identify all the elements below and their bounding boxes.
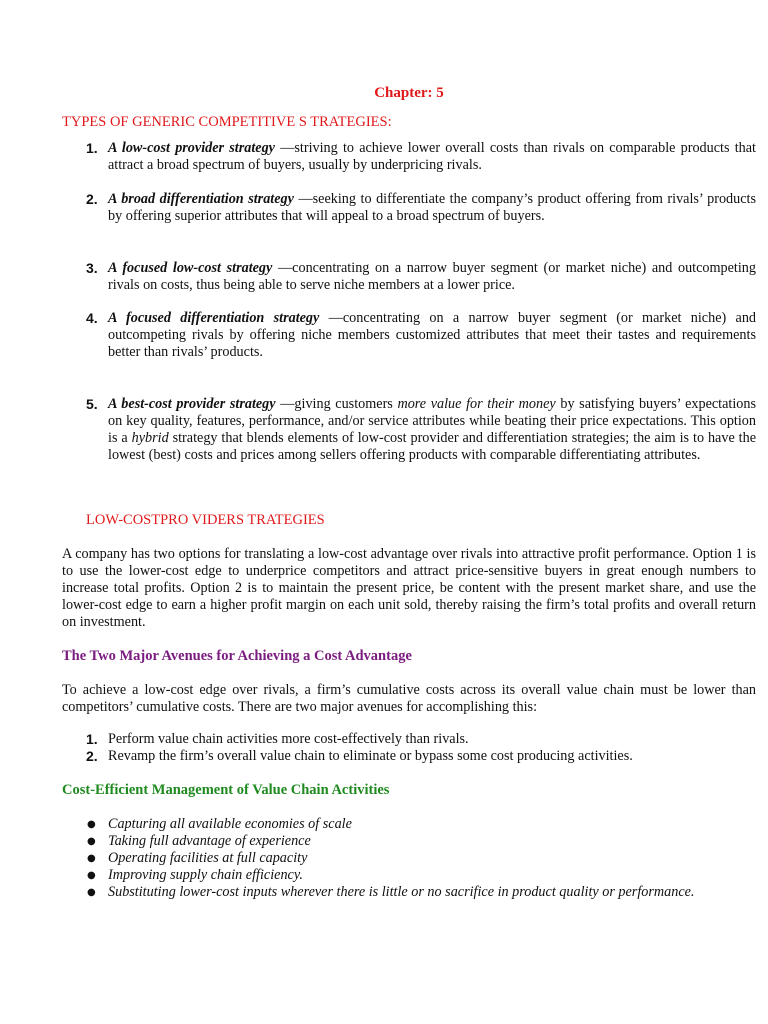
strategy-item-4: 4. A focused differentiation strategy —concentrating on a narrow buyer segment (or market niche) and outcompeting rivals by offering niche members customized attributes that meet their tastes and requirements better than rivals’ products. (86, 310, 757, 360)
bullet-item: ● Capturing all available economies of scale (87, 816, 352, 832)
strategy-description: concentrating on a narrow buyer segment (or market niche) and outcompeting rivals on costs, thus being able to serve niche members at a lower price. (108, 260, 756, 293)
strategy-item-3: 3. A focused low-cost strategy —concentrating on a narrow buyer segment (or market niche) and outcompeting rivals on costs, thus being able to serve niche members at a lower price. (86, 260, 756, 293)
bullet-icon: ● (87, 887, 96, 898)
bullet-item: ● Operating facilities at full capacity (87, 850, 308, 866)
strategy-term: A focused low-cost strategy (108, 260, 273, 276)
low-cost-paragraph: A company has two options for translating a low-cost advantage over rivals into attractive profit performance. Option 1 is to use the lower-cost edge to underprice competitors and attract price-sensitive buyers in great enough numbers to increase total profits. Option 2 is to maintain the present price, be content with the present market share, and use the lower-cost edge to earn a higher profit margin on each unit sold, thereby raising the firm’s total profits and overall return on investment. (62, 546, 756, 630)
avenue-item: 1. Perform value chain activities more cost-effectively than rivals. (86, 731, 469, 747)
strategy-item-1: 1. A low-cost provider strategy —striving to achieve lower overall costs than rivals on comparable products that attract a broad spectrum of buyers, usually by underpricing rivals. (86, 140, 756, 173)
strategy-description: concentrating on a narrow buyer segment (or market niche) and outcompeting rivals by offering niche members customized attributes that meet their tastes and requirements better than rivals’ products. (108, 310, 757, 360)
item-number: 2. (86, 748, 98, 764)
section-heading-types: TYPES OF GENERIC COMPETITIVE S TRATEGIES: (62, 114, 392, 130)
strategy-term: A best-cost provider strategy (108, 396, 276, 412)
strategy-term: A broad differentiation strategy (108, 191, 294, 207)
strategy-list-a (86, 140, 756, 174)
avenues-list (86, 731, 756, 765)
item-number: 1. (86, 140, 98, 156)
item-number: 4. (86, 310, 98, 326)
avenues-paragraph: To achieve a low-cost edge over rivals, a firm’s cumulative costs across its overall value chain must be lower than competitors’ cumulative costs. There are two major avenues for accomplishing this: (62, 682, 756, 715)
strategy-list-e (86, 396, 756, 464)
strategy-list-b (86, 191, 756, 225)
avenue-item: 2. Revamp the firm’s overall value chain to eliminate or bypass some cost producing activities. (86, 748, 633, 764)
emphasis-text: more value for their money (397, 396, 556, 412)
strategy-list-c (86, 260, 756, 294)
bullet-icon: ● (87, 853, 96, 864)
item-number: 2. (86, 191, 98, 207)
chapter-title: Chapter: 5 (374, 85, 444, 101)
item-number: 3. (86, 260, 98, 276)
management-bullet-list (86, 816, 694, 901)
bullet-item: ● Improving supply chain efficiency. (87, 867, 303, 883)
emphasis-text: hybrid (131, 430, 169, 446)
bullet-icon: ● (87, 836, 96, 847)
strategy-term: A focused differentiation strategy (108, 310, 320, 326)
strategy-list-d (86, 310, 756, 361)
bullet-item: ● Taking full advantage of experience (87, 833, 311, 849)
strategy-description: seeking to differentiate the company’s product offering from rivals’ products by offering superior attributes that will appeal to a broad spectrum of buyers. (108, 191, 756, 224)
strategy-term: A low-cost provider strategy (108, 140, 275, 156)
management-heading: Cost-Efficient Management of Value Chain Activities (62, 782, 390, 798)
bullet-item: ● Substituting lower-cost inputs wherever there is little or no sacrifice in product quality or performance. (87, 884, 695, 900)
bullet-icon: ● (87, 870, 96, 881)
avenues-heading: The Two Major Avenues for Achieving a Cost Advantage (62, 648, 412, 664)
strategy-item-5: 5. A best-cost provider strategy —giving customers more value for their money by satisfying buyers’ expectations on key quality, features, performance, and/or service attributes while beating their price expectations. This option is a hybrid strategy that blends elements of low-cost provider and differentiation strategies; the aim is to have the lowest (best) costs and prices among sellers offering products with comparable differentiating attributes. (86, 396, 757, 463)
bullet-icon: ● (87, 819, 96, 830)
strategy-item-2: 2. A broad differentiation strategy —seeking to differentiate the company’s product offering from rivals’ products by offering superior attributes that will appeal to a broad spectrum of buyers. (86, 191, 756, 224)
strategy-description: striving to achieve lower overall costs than rivals on comparable products that attract a broad spectrum of buyers, usually by underpricing rivals. (108, 140, 756, 173)
item-number: 5. (86, 396, 98, 412)
item-number: 1. (86, 731, 98, 747)
section-heading-low-cost: LOW-COSTPRO VIDERS TRATEGIES (86, 512, 325, 528)
